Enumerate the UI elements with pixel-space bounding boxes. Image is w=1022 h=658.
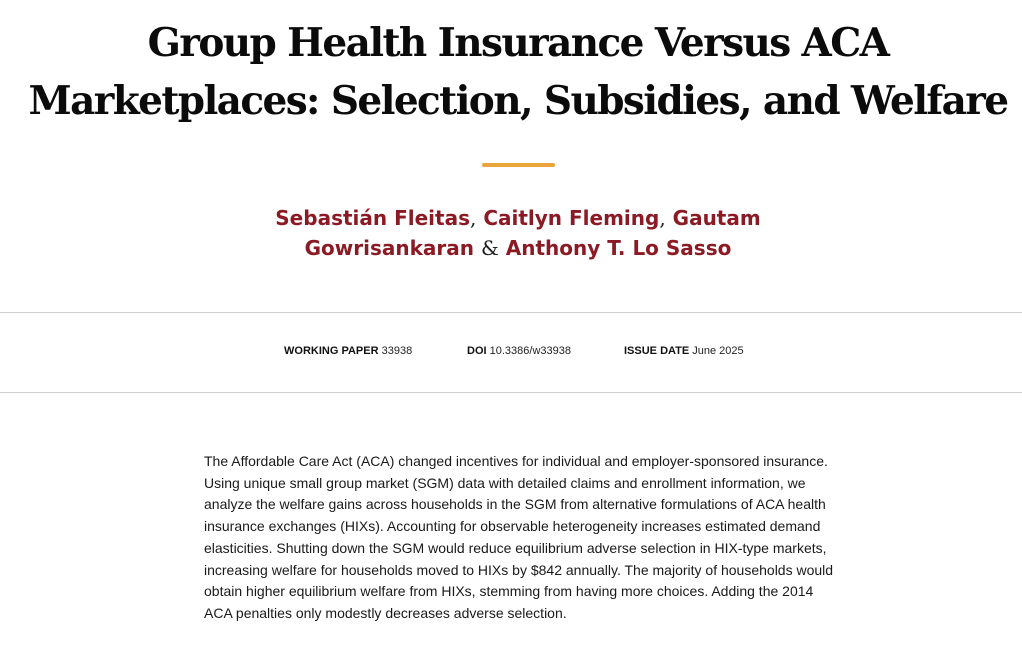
doi-label: DOI (467, 345, 487, 357)
author-link-fleitas[interactable]: Sebastián Fleitas (275, 206, 470, 230)
author-separator: , (469, 206, 477, 230)
author-link-gowrisankaran-first[interactable]: Gautam (672, 206, 761, 230)
author-separator: , (659, 206, 666, 230)
author-link-gowrisankaran-last[interactable]: Gowrisankaran (304, 236, 475, 260)
author-link-fleming[interactable]: Caitlyn Fleming (483, 206, 660, 230)
doi-value[interactable]: 10.3386/w33938 (489, 345, 571, 357)
paper-title-line-1: Group Health Insurance Versus ACA (147, 20, 889, 66)
paper-metadata-bar (0, 312, 1022, 393)
working-paper-number (284, 345, 412, 357)
author-line-2 (0, 233, 1022, 263)
working-paper-value: 33938 (381, 345, 413, 357)
author-line-1 (0, 203, 1022, 233)
author-link-lo-sasso[interactable]: Anthony T. Lo Sasso (505, 236, 732, 260)
paper-title (0, 14, 1022, 130)
issue-date (624, 345, 744, 357)
paper-title-line-2: Marketplaces: Selection, Subsidies, and Welfare (28, 78, 1008, 124)
issue-date-value: June 2025 (692, 345, 744, 357)
working-paper-label: WORKING PAPER (284, 345, 379, 357)
issue-date-label: ISSUE DATE (624, 345, 690, 357)
abstract-text: The Affordable Care Act (ACA) changed incentives for individual and employer-sponsored insurance. Using unique small group market (SGM) data with detailed claims and enrollment information, we analyze the welfare gains across households in the SGM from alternative formulations of ACA health insurance exchanges (HIXs). Accounting for observable heterogeneity increases estimated demand elasticities. Shutting down the SGM would reduce equilibrium adverse selection in HIX-type markets, increasing welfare for households moved to HIXs by $842 annually. The majority of households would obtain higher equilibrium welfare from HIXs, stemming from having more choices. Adding the 2014 ACA penalties only modestly decreases adverse selection. (204, 453, 834, 621)
author-separator: & (481, 236, 499, 260)
doi (467, 345, 571, 357)
title-divider (482, 163, 555, 167)
author-list (0, 203, 1022, 263)
